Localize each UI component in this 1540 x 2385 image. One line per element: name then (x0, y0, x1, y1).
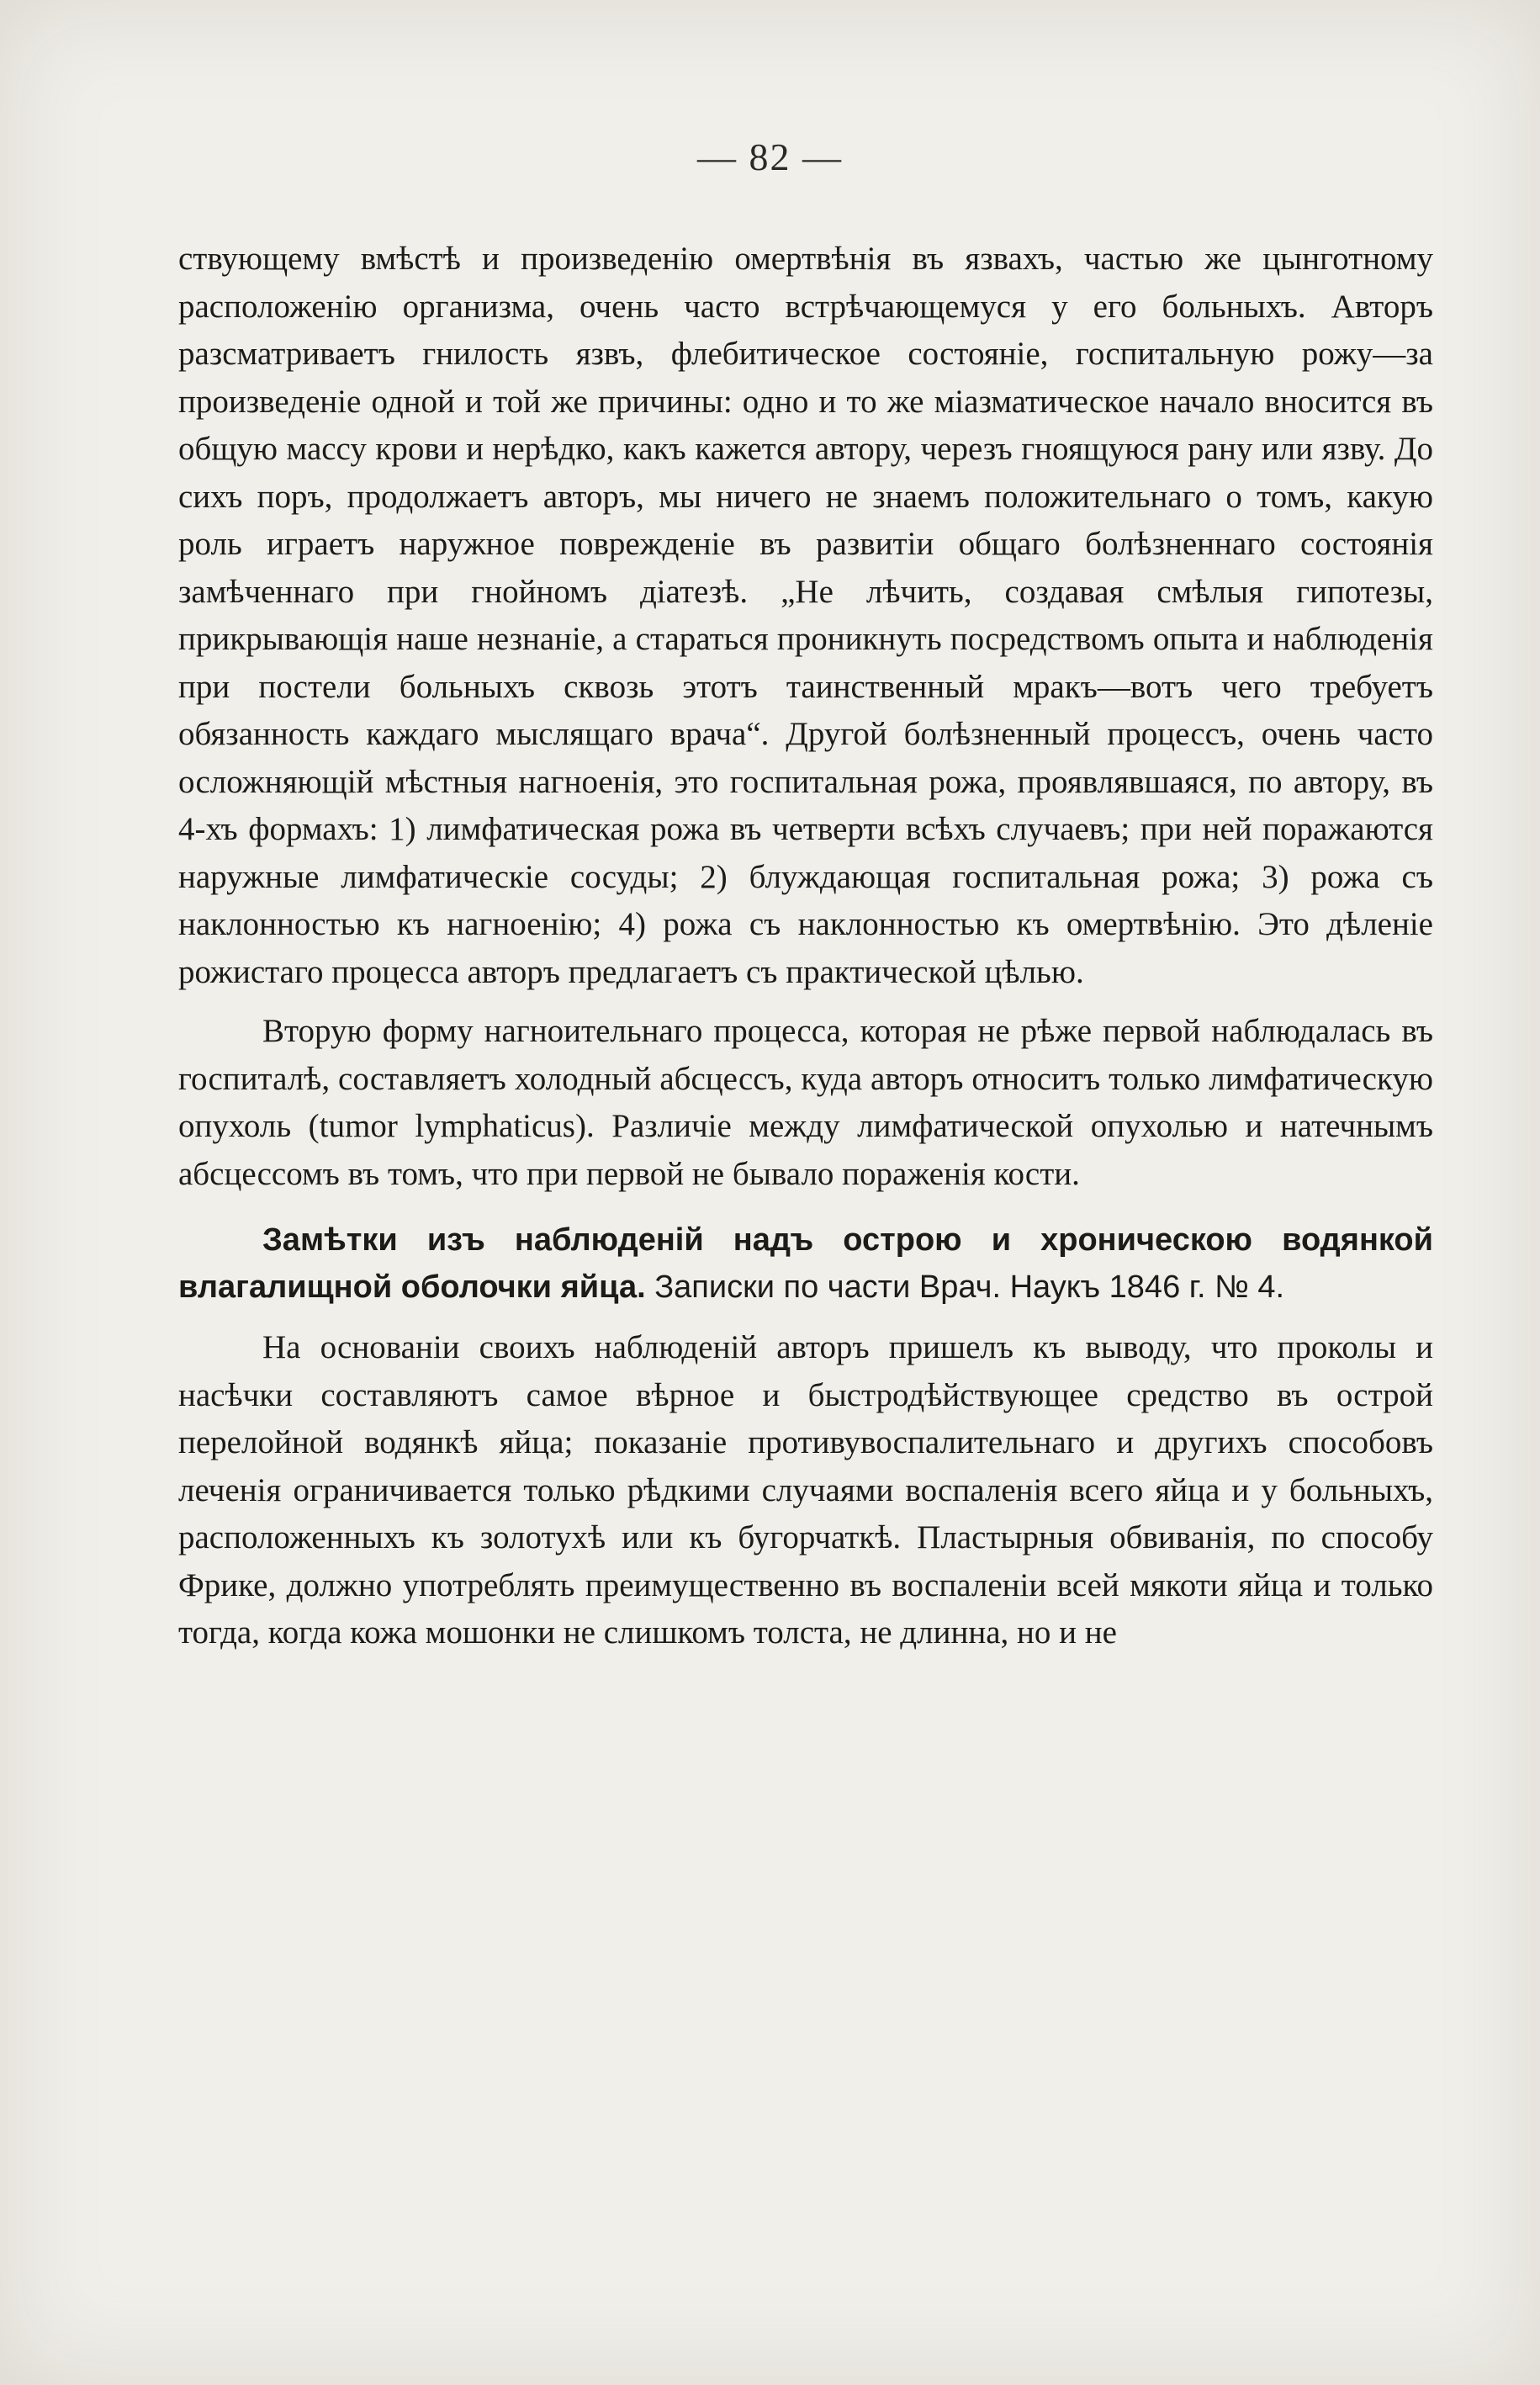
section-heading (178, 1216, 1433, 1311)
section-source: Записки по части Врач. Наукъ 1846 г. № 4. (654, 1269, 1285, 1305)
page-body (178, 236, 1433, 1657)
paragraph-3: На основаніи своихъ наблюденій авторъ пришелъ къ выводу, что проколы и насѣчки составляютъ самое вѣрное и быстродѣйствующее средство въ острой перелойной водянкѣ яйца; показаніе противувоспалительнаго и другихъ способовъ леченія ограничивается только рѣдкими случаями воспаленія всего яйца и у больныхъ, расположенныхъ къ золотухѣ или къ бугорчаткѣ. Пластырныя обвиванія, по способу Фрике, должно употреблять преимущественно въ воспаленіи всей мякоти яйца и только тогда, когда кожа мошонки не слишкомъ толста, не длинна, но и не (178, 1329, 1433, 1651)
page-number: — 82 — (697, 135, 843, 178)
paragraph-gap (178, 1198, 1433, 1210)
paragraph-1: ствующему вмѣстѣ и произведенію омертвѣнія въ язвахъ, частью же цынготному расположенію организма, очень часто встрѣчающемуся у его больныхъ. Авторъ разсматриваетъ гнилость язвъ, флебитическое состояніе, госпитальную рожу—за произведеніе одной и той же причины: одно и то же міазматическое начало вносится въ общую массу крови и нерѣдко, какъ кажется автору, черезъ гноящуюся рану или язву. До сихъ поръ, продолжаетъ авторъ, мы ничего не знаемъ положительнаго о томъ, какую роль играетъ наружное поврежденіе въ развитіи общаго болѣзненнаго состоянія замѣченнаго при гнойномъ діатезѣ. „Не лѣчить, создавая смѣлыя гипотезы, прикрывающія наше незнаніе, а стараться проникнуть посредствомъ опыта и наблюденія при постели больныхъ сквозь этотъ таинственный мракъ—вотъ чего требуетъ обязанность каждаго мыслящаго врача“. Другой болѣзненный процессъ, очень часто осложняющій мѣстныя нагноенія, это госпитальная рожа, проявлявшаяся, по автору, въ 4-хъ формахъ: 1) лимфатическая рожа въ четверти всѣхъ случаевъ; при ней поражаются наружные лимфатическіе сосуды; 2) блуждающая госпитальная рожа; 3) рожа съ наклонностью къ нагноенію; 4) рожа съ наклонностью къ омертвѣнію. Это дѣленіе рожистаго процесса авторъ предлагаетъ съ практической цѣлью. (178, 241, 1433, 990)
section-title: Замѣтки изъ наблюденій надъ острою и хроническою водянкой влагалищной оболочки яйца. (178, 1222, 1433, 1305)
paragraph-gap (178, 996, 1433, 1008)
paragraph-2: Вторую форму нагноительнаго процесса, которая не рѣже первой наблюдалась въ госпиталѣ, составляетъ холодный абсцессъ, куда авторъ относитъ только лимфатическую опухоль (tumor lymphaticus). Различіе между лимфатической опухолью и натечнымъ абсцессомъ въ томъ, что при первой не бывало пораженія кости. (178, 1013, 1433, 1192)
